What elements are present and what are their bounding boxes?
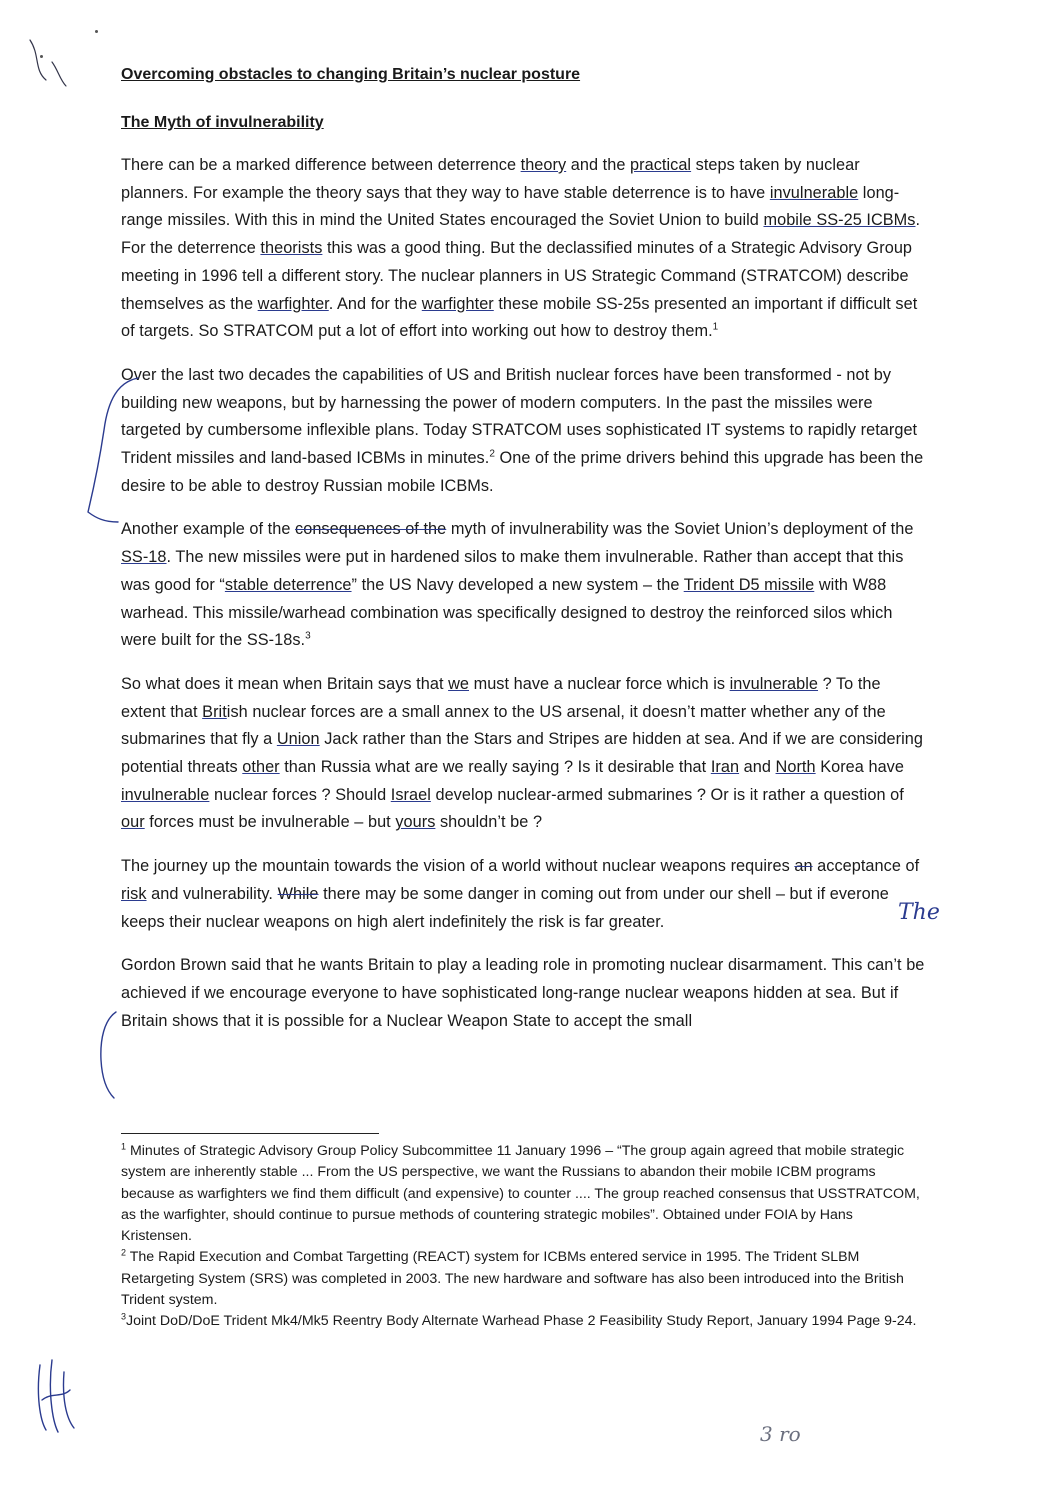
struck-text: While: [277, 884, 319, 903]
footnote-3: $^3$Joint DoD/DoE Trident Mk4/Mk5 Reentry Body Alternate Warhead Phase 2 Feasibility Study Report, January 1994 Page 9-24.: [121, 1311, 917, 1330]
footnote-ref-3: 3: [305, 630, 311, 642]
footnotes: [121, 1141, 921, 1333]
scan-speck: [40, 55, 43, 58]
paragraph-6: Gordon Brown said that he wants Britain to play a leading role in promoting nuclear disarmament. This can’t be achieved if we encourage everyone to have sophisticated long-range nuclear weapons hidden at sea. But if Britain shows that it is possible for a Nuclear Weapon State to accept the small: [121, 956, 925, 1030]
paragraph-1: There can be a marked difference between deterrence theory and the practical steps taken by nuclear planners. For example the theory says that they way to have stable deterrence is to have invulnerable long-range missiles. With this in mind the United States encouraged the Soviet Union to build mobile SS-25 ICBMs. For the deterrence theorists this was a good thing. But the declassified minutes of a Strategic Advisory Group meeting in 1996 tell a different story. The nuclear planners in US Strategic Command (STRATCOM) describe themselves as the warfighter. And for the warfighter these mobile SS-25s presented an important if difficult set of targets. So STRATCOM put a lot of effort into working out how to destroy them.$^1$: [121, 156, 921, 341]
footnote-1: $^1$ Minutes of Strategic Advisory Group Policy Subcommittee 11 January 1996 – “The group again agreed that mobile strategic system are inherently stable ... From the US perspective, we want the Russians to abandon their mobile ICBM programs because as warfighters we find them difficult (and expensive) to counter .... The group reached consensus that USSTRATCOM, as the warfighter, should continue to pursue methods of countering strategic mobiles”. Obtained under FOIA by Hans Kristensen.: [121, 1141, 920, 1245]
paragraph-2: Over the last two decades the capabilities of US and British nuclear forces have been transformed - not by building new weapons, but by harnessing the power of modern computers. In the past the missiles were targeted by cumbersome inflexible plans. Today STRATCOM uses sophisticated IT systems to rapidly retarget Trident missiles and land-based ICBMs in minutes.$^2$ One of the prime drivers behind this upgrade has been the desire to be able to destroy Russian mobile ICBMs.: [121, 365, 924, 495]
initials-signature: [38, 1360, 74, 1432]
footnote-2: $^2$ The Rapid Execution and Combat Targetting (REACT) system for ICBMs entered service in 1995. The Trident SLBM Retargeting System (SRS) was completed in 2003. The new hardware and software has also been introduced into the British Trident system.: [121, 1247, 904, 1309]
paragraph-3: Another example of the consequences of the myth of invulnerability was the Soviet Union’s deployment of the SS-18. The new missiles were put in hardened silos to make them invulnerable. Rather than accept that this was good for “stable deterrence” the US Navy developed a new system – the Trident D5 missile with W88 warhead. This missile/warhead combination was specifically designed to destroy the reinforced silos which were built for the SS-18s.$^3$: [121, 520, 914, 650]
margin-bracket-paragraph-6: [101, 1012, 116, 1098]
scan-speck: [95, 30, 98, 33]
footnote-divider: [121, 1133, 379, 1134]
document-title: Overcoming obstacles to changing Britain’s nuclear posture: [121, 66, 581, 83]
paragraph-5: The journey up the mountain towards the vision of a world without nuclear weapons requires an acceptance of risk and vulnerability. While there may be some danger in coming out from under our shell – but if everone keeps their nuclear weapons on high alert indefinitely the risk is far greater.: [121, 857, 920, 931]
struck-text: consequences of the: [295, 520, 447, 539]
handwritten-insertion: The: [898, 900, 940, 925]
margin-scribble: [30, 40, 66, 86]
section-heading: The Myth of invulnerability: [121, 114, 324, 131]
handwritten-page-mark: 3 ro: [760, 1422, 801, 1446]
footnote-ref-1: 1: [712, 321, 719, 333]
document-body: [121, 64, 929, 1035]
footnote-ref-2: 2: [489, 448, 495, 460]
struck-text: an: [794, 857, 813, 876]
paragraph-4: So what does it mean when Britain says that we must have a nuclear force which is invulnerable ? To the extent that British nuclear forces are a small annex to the US arsenal, it doesn’t matter whether any of the submarines that fly a Union Jack rather than the Stars and Stripes are hidden at sea. And if we are considering potential threats other than Russia what are we really saying ? Is it desirable that Iran and North Korea have invulnerable nuclear forces ? Should Israel develop nuclear-armed submarines ? Or is it rather a question of our forces must be invulnerable – but yours shouldn’t be ?: [121, 674, 923, 832]
